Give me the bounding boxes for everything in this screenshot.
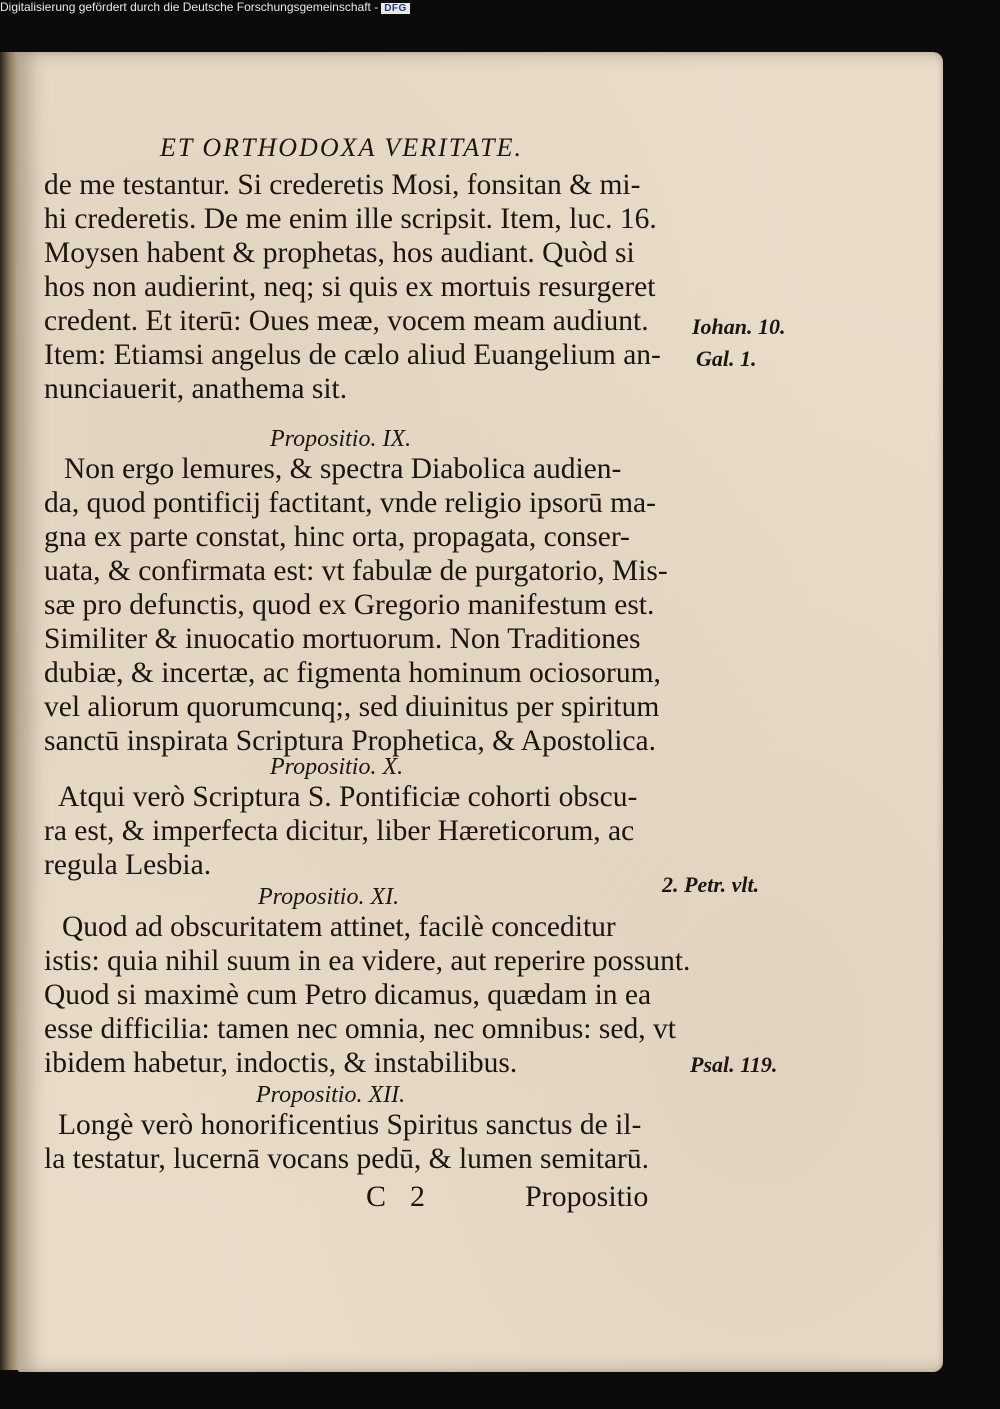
text-line: ibidem habetur, indoctis, & instabilibus. xyxy=(44,1047,518,1079)
running-header: ET ORTHODOXA VERITATE. xyxy=(160,133,523,162)
footer-credit xyxy=(0,0,1000,14)
text-line: sæ pro defunctis, quod ex Gregorio manifestum est. xyxy=(44,589,655,621)
text-line: Quod si maximè cum Petro dicamus, quædam in ea xyxy=(44,979,652,1011)
text-line: gna ex parte constat, hinc orta, propagata, conser- xyxy=(44,521,630,553)
text-line: vel aliorum quorumcunq;, sed diuinitus per spiritum xyxy=(44,691,660,723)
text-line: la testatur, lucernā vocans pedū, & lumen semitarū. xyxy=(44,1143,650,1175)
text-line: Item: Etiamsi angelus de cælo aliud Euangelium an- xyxy=(44,339,661,371)
proposition-heading: Propositio. XII. xyxy=(256,1082,406,1108)
dfg-logo: DFG xyxy=(381,3,410,14)
margin-note: 2. Petr. vlt. xyxy=(662,872,760,897)
text-line: Similiter & inuocatio mortuorum. Non Traditiones xyxy=(44,623,641,655)
text-line: istis: quia nihil suum in ea videre, aut reperire possunt. xyxy=(44,945,691,977)
text-line: Non ergo lemures, & spectra Diabolica audien- xyxy=(64,453,622,485)
text-line: Atqui verò Scriptura S. Pontificiæ cohorti obscu- xyxy=(58,781,638,813)
text-line: credent. Et iterū: Oues meæ, vocem meam audiunt. xyxy=(44,305,649,337)
catchword: Propositio xyxy=(525,1180,649,1213)
text-line: hi crederetis. De me enim ille scripsit. Item, luc. 16. xyxy=(44,203,657,235)
signature-mark: C xyxy=(366,1180,387,1213)
proposition-heading: Propositio. IX. xyxy=(270,426,412,452)
signature-number: 2 xyxy=(410,1180,425,1213)
text-line: regula Lesbia. xyxy=(44,849,212,881)
text-line: dubiæ, & incertæ, ac figmenta hominum ociosorum, xyxy=(44,657,661,689)
text-line: sanctū inspirata Scriptura Prophetica, & Apostolica. xyxy=(44,725,656,757)
text-line: Quod ad obscuritatem attinet, facilè conceditur xyxy=(62,911,616,943)
margin-note: Psal. 119. xyxy=(690,1052,778,1077)
text-line: hos non audierint, neq; si quis ex mortuis resurgeret xyxy=(44,271,656,303)
text-line: de me testantur. Si crederetis Mosi, fonsitan & mi- xyxy=(44,169,641,201)
margin-note: Gal. 1. xyxy=(696,346,757,371)
proposition-heading: Propositio. X. xyxy=(270,754,404,780)
footer-text: Digitalisierung gefördert durch die Deutsche Forschungsgemeinschaft - xyxy=(0,0,379,14)
text-line: ra est, & imperfecta dicitur, liber Hæreticorum, ac xyxy=(44,815,635,847)
proposition-heading: Propositio. XI. xyxy=(258,884,400,910)
text-line: nunciauerit, anathema sit. xyxy=(44,373,348,405)
text-line: Moysen habent & prophetas, hos audiant. Quòd si xyxy=(44,237,635,269)
text-line: Longè verò honorificentius Spiritus sanctus de il- xyxy=(58,1109,642,1141)
text-line: uata, & confirmata est: vt fabulæ de purgatorio, Mis- xyxy=(44,555,668,587)
text-line: esse difficilia: tamen nec omnia, nec omnibus: sed, vt xyxy=(44,1013,676,1045)
text-line: da, quod pontificij factitant, vnde religio ipsorū ma- xyxy=(44,487,656,519)
margin-note: Iohan. 10. xyxy=(692,314,786,339)
